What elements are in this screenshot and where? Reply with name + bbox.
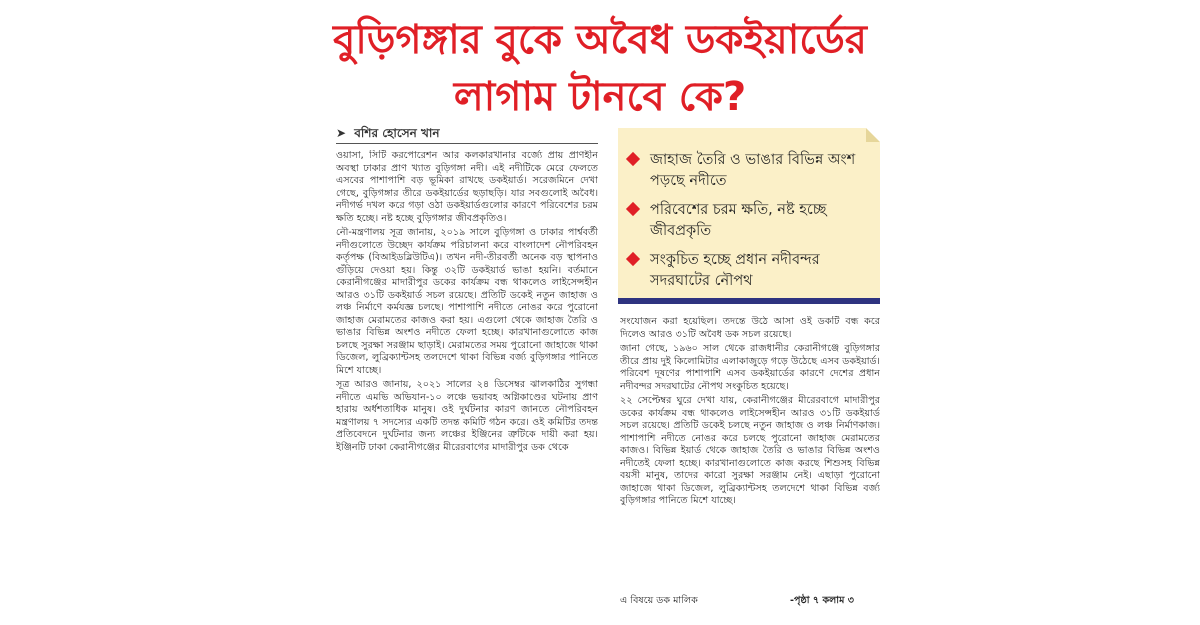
paragraph: নৌ-মন্ত্রণালয় সূত্র জানায়, ২০১৯ সালে বুড়িগঙ্গা ও ঢাকার পার্শ্ববর্তী নদীগুলোতে উচ্ছেদ কার্যক্রম পরিচালনা করে বাংলাদেশ নৌপরিবহন কর্তৃপক্ষ (বিআইডব্লিউটিএ)। তখন নদী-তীরবর্তী অনেক বড় স্থাপনাও গুঁড়িয়ে দেওয়া হয়। কিন্তু ৩২টি ডকইয়ার্ড ভাঙা হয়নি। বর্তমানে কেরানীগঞ্জের মাদারীপুর ডকের কার্যক্রম বন্ধ থাকলেও লাইসেন্সহীন আরও ৩১টি ডকইয়ার্ড সচল রয়েছে। প্রতিটি ডকেই নতুন জাহাজ ও লঞ্চ নির্মাণে কর্মযজ্ঞ চলছে। পাশাপাশি নদীতে নোঙর করে পুরোনো জাহাজ মেরামতের কাজও করা হয়। এগুলো থেকে জাহাজ তৈরি ও ভাঙার বিভিন্ন অংশও নদীতে ফেলা হচ্ছে। কারখানাগুলোতে কাজ চলছে সুরক্ষা সরঞ্জাম ছাড়াই। মেরামতের সময় পুরোনো জাহাজে থাকা ডিজেল, লুব্রিক্যান্টসহ তলদেশে থাকা বিভিন্ন বর্জ্য বুড়িগঙ্গার পানিতে মিশে যাচ্ছে। <box>336 227 598 376</box>
byline-author: বশির হোসেন খান <box>354 126 440 140</box>
highlights-divider <box>618 298 880 304</box>
highlight-item: সংকুচিত হচ্ছে প্রধান নদীবন্দর সদরঘাটের নৌপথ <box>638 250 874 292</box>
article-column-2 <box>620 316 880 584</box>
byline-divider <box>336 143 598 144</box>
highlights-box <box>618 128 880 298</box>
headline-line-2: লাগাম টানবে কে? <box>453 74 747 120</box>
article-column-1 <box>336 150 598 615</box>
continuation-text: এ বিষয়ে ডক মালিক <box>620 595 698 606</box>
highlight-item: জাহাজ তৈরি ও ভাঙার বিভিন্ন অংশ পড়ছে নদীতে <box>638 150 874 192</box>
paragraph: ওয়াসা, সিটি করপোরেশন আর কলকারখানার বর্জ্যে প্রায় প্রাণহীন অবস্থা ঢাকার প্রাণ খ্যাত বুড়িগঙ্গা নদী। এই নদীটিকে মেরে ফেলতে এসবের পাশাপাশি বড় ভূমিকা রাখছে ডকইয়ার্ড। সরেজমিনে দেখা গেছে, বুড়িগঙ্গার তীরে ডকইয়ার্ডের ছড়াছড়ি। যার সবগুলোই অবৈধ। নদীগর্ভ দখল করে গড়া ওঠা ডকইয়ার্ডগুলোর কারণে পরিবেশের চরম ক্ষতি হচ্ছে। নষ্ট হচ্ছে বুড়িগঙ্গার জীবপ্রকৃতিও। <box>336 150 598 224</box>
arrow-icon: ➤ <box>336 126 347 140</box>
page-jump-reference: -পৃষ্ঠা ৭ কলাম ৩ <box>790 595 854 606</box>
paragraph: ২২ সেপ্টেম্বর ঘুরে দেখা যায়, কেরানীগঞ্জের মীরেরবাগে মাদারীপুর ডকের কার্যক্রম বন্ধ থাকলেও লাইসেন্সহীন আরও ৩১টি ডকইয়ার্ড সচল রয়েছে। প্রতিটি ডকেই চলছে নতুন জাহাজ ও লঞ্চ নির্মাণকাজ। পাশাপাশি নদীতে নোঙর করে চলছে পুরোনো জাহাজ মেরামতের কাজও। বিভিন্ন ইয়ার্ড থেকে জাহাজ তৈরি ও ভাঙার বিভিন্ন অংশও নদীতেই ফেলা হচ্ছে। কারখানাগুলোতে কাজ করছে শিশুসহ বিভিন্ন বয়সী মানুষ, তাদের কারো সুরক্ষা সরঞ্জাম নেই। এছাড়া পুরোনো জাহাজে থাকা ডিজেল, লুব্রিক্যান্টসহ তলদেশে থাকা বিভিন্ন বর্জ্য বুড়িগঙ্গার পানিতে মিশে যাচ্ছে। <box>620 395 880 506</box>
page-fold-corner <box>866 128 880 142</box>
paragraph: সংযোজন করা হয়েছিল। তদন্তে উঠে আসা ওই ডকটি বন্ধ করে দিলেও আরও ৩১টি অবৈধ ডক সচল রয়েছে। <box>620 316 880 340</box>
paragraph: সূত্র আরও জানায়, ২০২১ সালের ২৪ ডিসেম্বর ঝালকাঠির সুগন্ধা নদীতে এমভি অভিযান-১০ লঞ্চে ভয়াবহ অগ্নিকাণ্ডের ঘটনায় প্রাণ হারায় অর্ধশতাধিক মানুষ। ওই দুর্ঘটনার কারণ জানতে নৌপরিবহন মন্ত্রণালয় ৭ সদস্যের একটি তদন্ত কমিটি গঠন করে। ওই কমিটির তদন্ত প্রতিবেদনে দুর্ঘটনার জন্য লঞ্চের ইঞ্জিনের ত্রুটিকে দায়ী করা হয়। ইঞ্জিনটি ঢাকা কেরানীগঞ্জের মীরেরবাগের মাদারীপুর ডক থেকে <box>336 379 598 453</box>
byline <box>336 125 440 145</box>
headline-line-1: বুড়িগঙ্গার বুকে অবৈধ ডকইয়ার্ডের <box>333 17 867 63</box>
highlight-item: পরিবেশের চরম ক্ষতি, নষ্ট হচ্ছে জীবপ্রকৃতি <box>638 200 874 242</box>
paragraph: জানা গেছে, ১৯৬০ সাল থেকে রাজধানীর কেরানীগঞ্জে বুড়িগঙ্গার তীরে প্রায় দুই কিলোমিটার এলাকাজুড়ে গড়ে উঠেছে এসব ডকইয়ার্ড। পরিবেশ দূষণের পাশাপাশি এসব ডকইয়ার্ডের কারণে দেশের প্রধান নদীবন্দর সদরঘাটের নৌপথ সংকুচিত হয়েছে। <box>620 343 880 392</box>
